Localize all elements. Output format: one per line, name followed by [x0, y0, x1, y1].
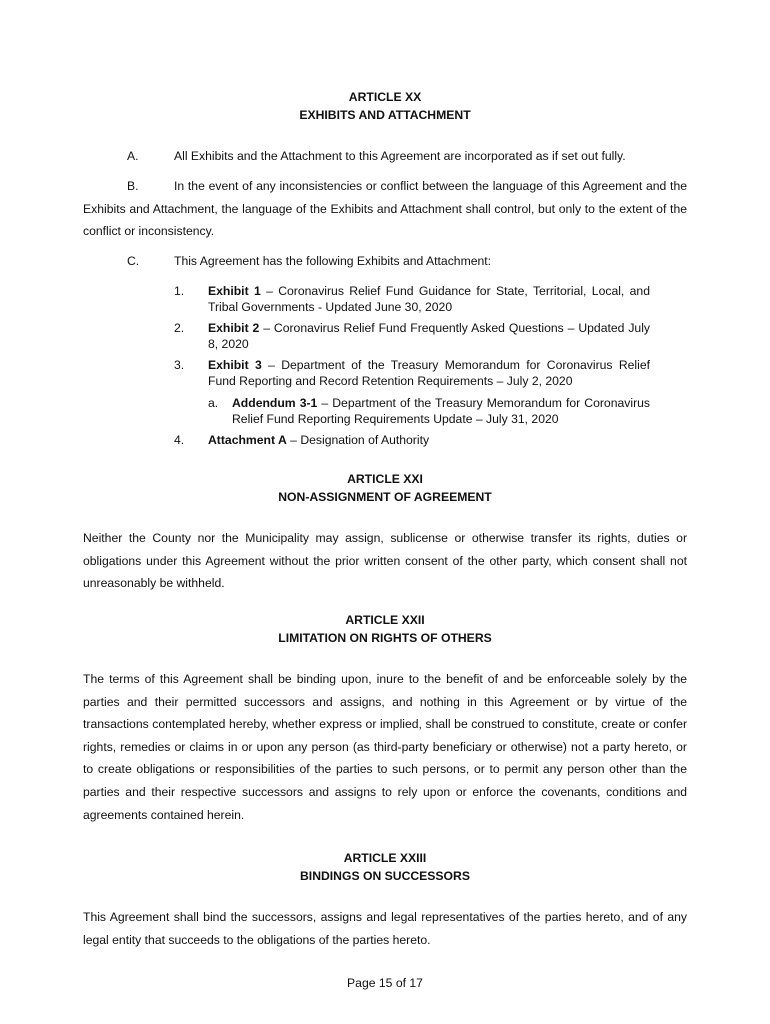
- article-xxi-title: NON-ASSIGNMENT OF AGREEMENT: [278, 490, 492, 504]
- exhibit-list-num-3: 3.: [174, 358, 185, 372]
- exhibit-1-desc: – Coronavirus Relief Fund Guidance for State, Territorial, Local, and Tribal Governments - Updated June 30, 2020: [208, 284, 650, 314]
- article-xx-number: ARTICLE XX: [348, 90, 422, 104]
- exhibit-list-item-1: [208, 284, 650, 315]
- para-a-label: A.: [127, 149, 139, 163]
- attachment-a-name: Attachment A: [208, 433, 287, 447]
- article-xx-heading: [0, 88, 770, 124]
- exhibit-2-desc: – Coronavirus Relief Fund Frequently Asked Questions – Updated July 8, 2020: [208, 321, 650, 351]
- article-xxii-body: The terms of this Agreement shall be binding upon, inure to the benefit of and be enforceable solely by the parties and their permitted successors and assigns, and nothing in this Agreement or by virtue of the transactions contemplated hereby, whether express or implied, shall be construed to constitute, create or confer rights, remedies or claims in or upon any person (as third-party beneficiary or otherwise) not a party hereto, or to create obligations or responsibilities of the parties to such persons, or to permit any person other than the parties and their respective successors and assigns to rely upon or enforce the covenants, conditions and agreements contained herein.: [83, 672, 687, 822]
- article-xx-title: EXHIBITS AND ATTACHMENT: [299, 108, 471, 122]
- para-a-text: All Exhibits and the Attachment to this Agreement are incorporated as if set out fully.: [174, 149, 626, 163]
- article-xxiii-title: BINDINGS ON SUCCESSORS: [300, 869, 470, 883]
- article-xxiii-heading: [0, 849, 770, 885]
- para-c-text: This Agreement has the following Exhibits and Attachment:: [174, 254, 492, 268]
- exhibit-list-num-1: 1.: [174, 284, 185, 298]
- para-c-label: C.: [127, 254, 140, 268]
- addendum-list-item: [232, 396, 650, 427]
- addendum-list-num: a.: [208, 396, 219, 410]
- exhibit-3-desc: – Department of the Treasury Memorandum for Coronavirus Relief Fund Reporting and Record Retention Requirements – July 2, 2020: [208, 358, 651, 388]
- exhibit-list-item-4: [208, 433, 650, 449]
- exhibit-1-name: Exhibit 1: [208, 284, 261, 298]
- article-xxii-number: ARTICLE XXII: [345, 613, 425, 627]
- para-b-text: In the event of any inconsistencies or conflict between the language of this Agreement and the Exhibits and Attachment, the language of the Exhibits and Attachment shall control, but only to the extent of the conflict or inconsistency.: [83, 179, 687, 239]
- article-xxii-heading: [0, 611, 770, 647]
- exhibit-list-item-3: [208, 358, 650, 389]
- exhibit-3-name: Exhibit 3: [208, 358, 262, 372]
- article-xxi-heading: [0, 470, 770, 506]
- para-b-label: B.: [127, 179, 139, 193]
- exhibit-list-num-4: 4.: [174, 433, 185, 447]
- article-xxi-number: ARTICLE XXI: [347, 472, 423, 486]
- article-xxiii-number: ARTICLE XXIII: [343, 851, 427, 865]
- addendum-name: Addendum 3-1: [232, 396, 318, 410]
- attachment-a-desc: – Designation of Authority: [286, 433, 430, 447]
- article-xxi-body: Neither the County nor the Municipality may assign, sublicense or otherwise transfer its rights, duties or obligations under this Agreement without the prior written consent of the other party, which consent shall not unreasonably be withheld.: [83, 531, 687, 591]
- exhibit-list-item-2: [208, 321, 650, 352]
- exhibit-list-num-2: 2.: [174, 321, 185, 335]
- addendum-desc: – Department of the Treasury Memorandum for Coronavirus Relief Fund Reporting Requirements Update – July 31, 2020: [232, 396, 650, 426]
- article-xxiii-body: This Agreement shall bind the successors, assigns and legal representatives of the parties hereto, and of any legal entity that succeeds to the obligations of the parties hereto.: [83, 910, 687, 947]
- article-xxii-title: LIMITATION ON RIGHTS OF OTHERS: [278, 631, 492, 645]
- exhibit-2-name: Exhibit 2: [208, 321, 260, 335]
- page-number: Page 15 of 17: [347, 976, 423, 990]
